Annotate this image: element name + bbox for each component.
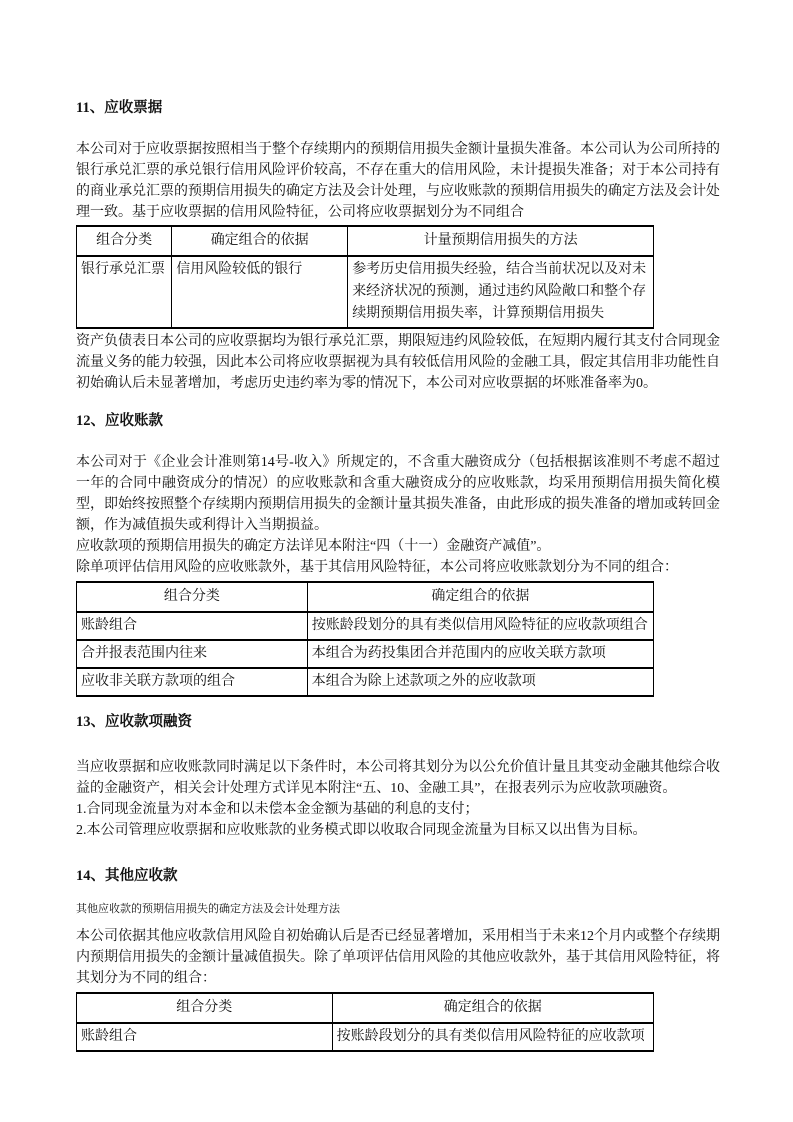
section-12-heading: 12、应收账款 (76, 413, 163, 429)
table-header-row (77, 582, 654, 612)
table-row (77, 1023, 654, 1051)
accounts-receivable-portfolio-table (76, 581, 654, 697)
section-12-intro-paragraph: 本公司对于《企业会计准则第14号-收入》所规定的，不含重大融资成分（包括根据该准则不考虑不超过一年的合同中融资成分的情况）的应收账款和含重大融资成分的应收账款，均采用预期信用损失简化模型，即始终按照整个存续期内预期信用损失的金额计量其损失准备，由此形成的损失准备的增加或转回金额，作为减值损失或利得计入当期损益。 (76, 455, 720, 533)
table-header-row (77, 993, 654, 1023)
table-cell: 账龄组合 (77, 1023, 333, 1051)
section-12-lead-line: 除单项评估信用风险的应收账款外，基于其信用风险特征，本公司将应收账款划分为不同的组合： (76, 560, 678, 575)
table-header-cell: 确定组合的依据 (332, 993, 653, 1023)
table-header-cell: 组合分类 (77, 993, 333, 1023)
table-row (77, 256, 654, 328)
table-cell: 按账龄段划分的具有类似信用风险特征的应收款项组合 (307, 612, 653, 640)
section-11-intro-paragraph: 本公司对于应收票据按照相当于整个存续期内的预期信用损失金额计量损失准备。本公司认为公司所持的银行承兑汇票的承兑银行信用风险评价较高，不存在重大的信用风险，未计提损失准备；对于本公司持有的商业承兑汇票的预期信用损失的确定方法及会计处理，与应收账款的预期信用损失的确定方法及会计处理一致。基于应收票据的信用风险特征，公司将应收票据划分为不同组合 (76, 142, 720, 220)
table-cell: 本组合为药投集团合并范围内的应收关联方款项 (307, 640, 653, 668)
table-cell: 信用风险较低的银行 (172, 256, 348, 328)
other-receivables-portfolio-table (76, 992, 654, 1052)
table-cell: 按账龄段划分的具有类似信用风险特征的应收款项 (332, 1023, 653, 1051)
section-11-closing-paragraph: 资产负债表日本公司的应收票据均为银行承兑汇票，期限短违约风险较低，在短期内履行其支付合同现金流量义务的能力较强，因此本公司将应收票据视为具有较低信用风险的金融工具，假定其信用非功能性自初始确认后未显著增加，考虑历史违约率为零的情况下，本公司对应收票据的坏账准备率为0。 (76, 334, 720, 391)
section-13-intro-paragraph: 当应收票据和应收账款同时满足以下条件时，本公司将其划分为以公允价值计量且其变动金融其他综合收益的金融资产，相关会计处理方式详见本附注“五、10、金融工具”，在报表列示为应收款项融资。 (76, 760, 720, 796)
section-13-condition-1: 1.合同现金流量为对本金和以未偿本金金额为基础的利息的支付； (76, 802, 479, 817)
section-14-heading: 14、其他应收款 (76, 868, 178, 884)
bank-acceptance-portfolio-table (76, 225, 654, 329)
table-row (77, 640, 654, 668)
section-13-condition-2: 2.本公司管理应收票据和应收账款的业务模式即以收取合同现金流量为目标又以出售为目标。 (76, 823, 647, 838)
table-cell: 应收非关联方款项的组合 (77, 668, 308, 696)
table-header-cell: 确定组合的依据 (307, 582, 653, 612)
table-header-row (77, 226, 654, 256)
section-11-bills-receivable (76, 99, 720, 394)
section-12-accounts-receivable (76, 412, 720, 697)
table-header-cell: 组合分类 (77, 226, 172, 256)
section-13-receivables-financing (76, 713, 720, 841)
table-cell: 合并报表范围内往来 (77, 640, 308, 668)
table-cell: 银行承兑汇票 (77, 256, 172, 328)
table-cell: 参考历史信用损失经验，结合当前状况以及对未来经济状况的预测，通过违约风险敞口和整个存续期预期信用损失率，计算预期信用损失 (348, 256, 654, 328)
section-14-other-receivables (76, 867, 720, 1052)
section-14-intro-paragraph: 本公司依据其他应收款信用风险自初始确认后是否已经显著增加，采用相当于未来12个月内或整个存续期内预期信用损失的金额计量减值损失。除了单项评估信用风险的其他应收款外，基于其信用风险特征，将其划分为不同的组合： (76, 929, 720, 986)
table-cell: 本组合为除上述款项之外的应收款项 (307, 668, 653, 696)
table-row (77, 668, 654, 696)
table-header-cell: 组合分类 (77, 582, 308, 612)
section-13-heading: 13、应收款项融资 (76, 714, 192, 730)
section-14-subnote: 其他应收款的预期信用损失的确定方法及会计处理方法 (76, 903, 340, 915)
table-header-cell: 计量预期信用损失的方法 (348, 226, 654, 256)
section-12-note-line: 应收款项的预期信用损失的确定方法详见本附注“四（十一）金融资产减值”。 (76, 539, 551, 554)
table-row (77, 612, 654, 640)
table-cell: 账龄组合 (77, 612, 308, 640)
section-11-heading: 11、应收票据 (76, 100, 163, 116)
table-header-cell: 确定组合的依据 (172, 226, 348, 256)
